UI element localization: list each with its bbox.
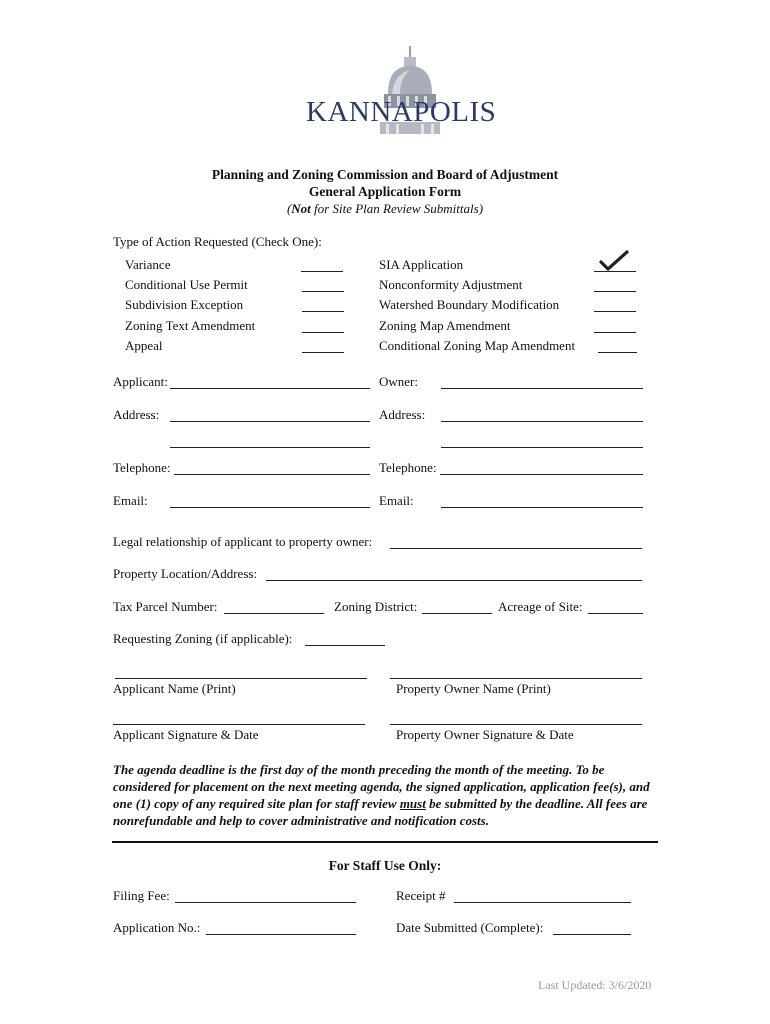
requesting-zoning-field[interactable] bbox=[305, 645, 385, 646]
check-line-nonconformity[interactable] bbox=[594, 291, 636, 292]
receipt-label: Receipt # bbox=[396, 888, 446, 903]
owner-address-label: Address: bbox=[379, 407, 426, 422]
owner-label: Owner: bbox=[379, 374, 418, 389]
owner-telephone-field[interactable] bbox=[440, 474, 643, 475]
requesting-zoning-label: Requesting Zoning (if applicable): bbox=[113, 631, 293, 646]
application-no-label: Application No.: bbox=[113, 920, 201, 935]
action-zoning-text: Zoning Text Amendment bbox=[125, 318, 256, 333]
owner-name-line[interactable] bbox=[390, 678, 642, 679]
staff-heading: For Staff Use Only: bbox=[328, 858, 442, 873]
last-updated: Last Updated: 3/6/2020 bbox=[538, 978, 652, 992]
tax-parcel-field[interactable] bbox=[224, 613, 324, 614]
date-submitted-field[interactable] bbox=[553, 934, 631, 935]
check-line-conditional-use[interactable] bbox=[302, 291, 344, 292]
owner-email-field[interactable] bbox=[441, 507, 643, 508]
application-no-field[interactable] bbox=[206, 934, 356, 935]
action-conditional-use: Conditional Use Permit bbox=[125, 277, 248, 292]
logo-wordmark: KANNAPOLIS bbox=[306, 96, 497, 128]
property-location-label: Property Location/Address: bbox=[113, 566, 258, 581]
applicant-email-field[interactable] bbox=[170, 507, 370, 508]
owner-name-label: Property Owner Name (Print) bbox=[396, 681, 551, 696]
owner-email-label: Email: bbox=[379, 493, 414, 508]
action-subdivision-exception: Subdivision Exception bbox=[125, 297, 244, 312]
check-line-subdivision-exception[interactable] bbox=[302, 311, 344, 312]
applicant-signature-line[interactable] bbox=[113, 724, 365, 725]
deadline-notice bbox=[113, 761, 661, 829]
applicant-email-label: Email: bbox=[113, 493, 148, 508]
owner-address-field[interactable] bbox=[441, 421, 643, 422]
form-note-rest: for Site Plan Review Submittals bbox=[310, 201, 479, 216]
owner-address-line2[interactable] bbox=[441, 447, 643, 448]
legal-relationship-label: Legal relationship of applicant to property owner: bbox=[113, 534, 373, 549]
form-note-bold: Not bbox=[291, 201, 311, 216]
applicant-address-field[interactable] bbox=[170, 421, 370, 422]
kannapolis-logo bbox=[300, 44, 497, 144]
receipt-field[interactable] bbox=[454, 902, 631, 903]
staff-divider bbox=[112, 841, 658, 843]
deadline-text-2: be submitted by the deadline. All fees are nonrefundable and help to cover administrative and notification costs. bbox=[113, 796, 648, 828]
acreage-label: Acreage of Site: bbox=[498, 599, 583, 614]
applicant-telephone-label: Telephone: bbox=[113, 460, 171, 475]
applicant-label: Applicant: bbox=[113, 374, 168, 389]
applicant-address-label: Address: bbox=[113, 407, 160, 422]
filing-fee-field[interactable] bbox=[175, 902, 356, 903]
owner-signature-line[interactable] bbox=[390, 724, 642, 725]
check-line-conditional-zoning-map[interactable] bbox=[598, 352, 637, 353]
checkmark-icon bbox=[597, 249, 633, 273]
action-zoning-map: Zoning Map Amendment bbox=[379, 318, 511, 333]
action-prompt: Type of Action Requested (Check One): bbox=[113, 234, 322, 249]
applicant-name-line[interactable] bbox=[115, 678, 367, 679]
deadline-text-1: The agenda deadline is the first day of the month preceding the month of the meeting. To be considered for placement on the next meeting agenda, the signed application, application fee(s), and one (1) copy of any required site plan for staff review bbox=[113, 762, 650, 811]
action-variance: Variance bbox=[125, 257, 171, 272]
applicant-signature-label: Applicant Signature & Date bbox=[113, 727, 259, 742]
property-location-field[interactable] bbox=[266, 580, 642, 581]
check-line-watershed[interactable] bbox=[594, 311, 636, 312]
action-sia-application: SIA Application bbox=[379, 257, 464, 272]
date-submitted-label: Date Submitted (Complete): bbox=[396, 920, 544, 935]
owner-field[interactable] bbox=[441, 388, 643, 389]
form-note: (Not for Site Plan Review Submittals) bbox=[286, 201, 484, 216]
tax-parcel-label: Tax Parcel Number: bbox=[113, 599, 218, 614]
dome-icon bbox=[300, 44, 470, 144]
form-subtitle: General Application Form bbox=[308, 184, 462, 199]
check-line-appeal[interactable] bbox=[302, 352, 344, 353]
legal-relationship-field[interactable] bbox=[390, 548, 642, 549]
deadline-must: must bbox=[399, 796, 426, 811]
check-line-zoning-text[interactable] bbox=[302, 332, 344, 333]
acreage-field[interactable] bbox=[588, 613, 643, 614]
form-title: Planning and Zoning Commission and Board of Adjustment bbox=[211, 167, 559, 182]
check-line-zoning-map[interactable] bbox=[594, 332, 636, 333]
check-line-variance[interactable] bbox=[301, 271, 343, 272]
owner-signature-label: Property Owner Signature & Date bbox=[396, 727, 574, 742]
applicant-name-label: Applicant Name (Print) bbox=[113, 681, 236, 696]
applicant-field[interactable] bbox=[170, 388, 370, 389]
applicant-address-line2[interactable] bbox=[170, 447, 370, 448]
action-appeal: Appeal bbox=[125, 338, 163, 353]
zoning-district-label: Zoning District: bbox=[334, 599, 418, 614]
zoning-district-field[interactable] bbox=[422, 613, 492, 614]
owner-telephone-label: Telephone: bbox=[379, 460, 437, 475]
filing-fee-label: Filing Fee: bbox=[113, 888, 170, 903]
applicant-telephone-field[interactable] bbox=[174, 474, 370, 475]
action-nonconformity: Nonconformity Adjustment bbox=[379, 277, 523, 292]
action-watershed: Watershed Boundary Modification bbox=[379, 297, 560, 312]
action-conditional-zoning-map: Conditional Zoning Map Amendment bbox=[379, 338, 576, 353]
